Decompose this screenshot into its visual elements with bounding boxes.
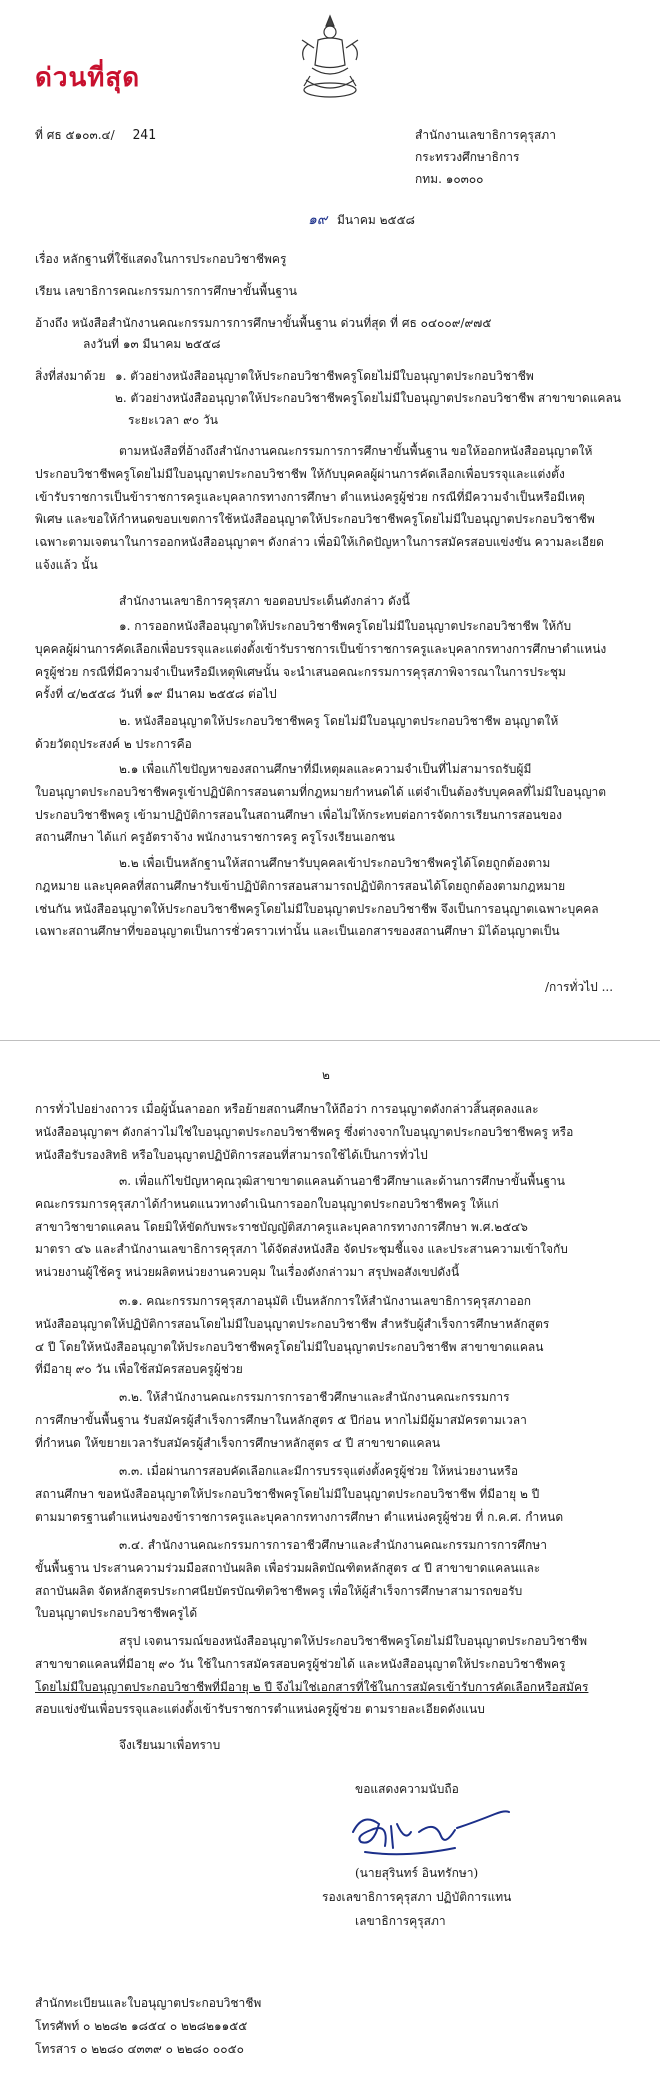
text-line: พิเศษ และขอให้กำหนดขอบเขตการใช้หนังสืออนุญาตให้ประกอบวิชาชีพครูโดยไม่มีใบอนุญาตประกอบวิชาชีพ	[35, 512, 595, 527]
text-line-underlined: โดยไม่มีใบอนุญาตประกอบวิชาชีพที่มีอายุ ๒ ปี จึงไม่ใช่เอกสารที่ใช้ในการสมัครเข้ารับการคัดเลือกหรือสมัคร	[35, 1679, 589, 1694]
paragraph-reference	[35, 440, 629, 577]
urgency-stamp: ด่วนที่สุด	[35, 63, 141, 93]
text-line: ครูผู้ช่วย กรณีที่มีความจำเป็นหรือมีเหตุพิเศษนั้น จะนำเสนอคณะกรรมการคุรุสภาพิจารณาในการประชุม	[35, 664, 566, 679]
text-line: ตามมาตรฐานตำแหน่งของข้าราชการครูและบุคลากรทางการศึกษา ตำแหน่งครูผู้ช่วย ที่ ก.ค.ศ. กำหนด	[35, 1509, 564, 1524]
closing-salutation: ขอแสดงความนับถือ	[355, 1782, 459, 1796]
text-line: บุคคลผู้ผ่านการคัดเลือกเพื่อบรรจุและแต่งตั้งเข้ารับราชการเป็นข้าราชการครูและบุคลากรทางการศึกษาตำแหน่ง	[35, 641, 607, 656]
text-line: ๓.๑. คณะกรรมการคุรุสภาอนุมัติ เป็นหลักการให้สำนักงานเลขาธิการคุรุสภาออก	[119, 1294, 532, 1308]
text-line: ใบอนุญาตประกอบวิชาชีพครูได้	[35, 1606, 198, 1621]
continued-note: /การทั่วไป ...	[545, 980, 614, 994]
text-line: มาตรา ๔๖ และสำนักงานเลขาธิการคุรุสภา ได้จัดส่งหนังสือ จัดประชุมชี้แจง และประสานความเข้าใจกับ	[35, 1242, 568, 1257]
sender-address-line-1: สำนักงานเลขาธิการคุรุสภา	[415, 128, 556, 142]
fax-number: โทรสาร ๐ ๒๒๘๐ ๔๓๓๙ ๐ ๒๒๘๐ ๐๐๕๐	[35, 2042, 244, 2056]
text-line: ตามหนังสือที่อ้างถึงสำนักงานคณะกรรมการการศึกษาขั้นพื้นฐาน ขอให้ออกหนังสืออนุญาตให้	[119, 444, 593, 458]
enclosure-item-2-cont: ระยะเวลา ๙๐ วัน	[128, 413, 218, 427]
reference-line-2: ลงวันที่ ๑๓ มีนาคม ๒๕๕๘	[83, 337, 221, 351]
text-line: หนังสือรับรองสิทธิ หรือใบอนุญาตปฏิบัติการสอนที่สามารถใช้ได้เป็นการทั่วไป	[35, 1147, 428, 1162]
phone-number: โทรศัพท์ ๐ ๒๒๘๒ ๑๘๕๔ ๐ ๒๒๘๒๑๑๕๕	[35, 2019, 248, 2033]
paragraph-point-1	[35, 615, 629, 706]
text-line: ขั้นพื้นฐาน ประสานความร่วมมือสถาบันผลิต เพื่อร่วมผลิตบัณฑิตหลักสูตร ๔ ปี สาขาขาดแคลนและ	[35, 1560, 541, 1575]
sender-address-line-2: กระทรวงศึกษาธิการ	[415, 150, 520, 164]
text-line: เข้ารับราชการเป็นข้าราชการครูและบุคลากรทางการศึกษา ตำแหน่งครูผู้ช่วย กรณีที่มีความจำเป็นหรือมีเหตุ	[35, 489, 585, 504]
paragraph-continuation	[35, 1098, 629, 1166]
paragraph-point-3-2	[35, 1386, 629, 1454]
text-line: ประกอบวิชาชีพครู เข้ามาปฏิบัติการสอนในสถานศึกษา เพื่อไม่ให้กระทบต่อการจัดการเรียนการสอนของ	[35, 807, 563, 822]
text-line: ๒.๒ เพื่อเป็นหลักฐานให้สถานศึกษารับบุคคลเข้าประกอบวิชาชีพครูได้โดยถูกต้องตาม	[119, 856, 551, 870]
paragraph-point-2-2	[35, 852, 629, 943]
date-month-year: มีนาคม ๒๕๕๘	[336, 213, 415, 227]
signature-icon	[345, 1802, 515, 1862]
text-line: สถาบันผลิต จัดหลักสูตรประกาศนียบัตรบัณฑิตวิชาชีพครู เพื่อให้ผู้สำเร็จการศึกษาสามารถขอรับ	[35, 1583, 523, 1598]
paragraph-summary	[35, 1630, 629, 1721]
paragraph-point-3-4	[35, 1534, 629, 1625]
text-line: ๓. เพื่อแก้ไขปัญหาคุณวุฒิสาขาขาดแคลนด้านอาชีวศึกษาและด้านการศึกษาขั้นพื้นฐาน	[119, 1174, 565, 1188]
text-line: หน่วยงานผู้ใช้ครู หน่วยผลิตหน่วยงานควบคุม ในเรื่องดังกล่าวมา สรุปพอสังเขปดังนี้	[35, 1265, 460, 1280]
text-line: สอบแข่งขันเพื่อบรรจุและแต่งตั้งเข้ารับราชการตำแหน่งครูผู้ช่วย ตามรายละเอียดดังแนบ	[35, 1702, 485, 1717]
text-line: สาขาวิชาขาดแคลน โดยมิให้ขัดกับพระราชบัญญัติสภาครูและบุคลากรทางการศึกษา พ.ศ.๒๕๔๖	[35, 1219, 528, 1234]
text-line: ประกอบวิชาชีพครูโดยไม่มีใบอนุญาตประกอบวิชาชีพ ให้กับบุคคลผู้ผ่านการคัดเลือกเพื่อบรรจุและแต่งตั้ง	[35, 466, 565, 481]
doc-number-prefix: ที่ ศธ ๕๑๐๓.๔/	[35, 128, 115, 142]
text-line: ที่กำหนด ให้ขยายเวลารับสมัครผู้สำเร็จการศึกษาหลักสูตร ๔ ปี สาขาขาดแคลน	[35, 1435, 441, 1450]
sender-address-line-3: กทม. ๑๐๓๐๐	[415, 172, 484, 186]
text-line: ๓.๒. ให้สำนักงานคณะกรรมการการอาชีวศึกษาและสำนักงานคณะกรรมการ	[119, 1390, 510, 1404]
text-line: ใบอนุญาตประกอบวิชาชีพครูเข้าปฏิบัติการสอนตามที่กฎหมายกำหนดได้ แต่จำเป็นต้องรับบุคคลที่ไม่มีใบอนุญาต	[35, 784, 607, 799]
enclosure-item-2: ๒. ตัวอย่างหนังสืออนุญาตให้ประกอบวิชาชีพครูโดยไม่มีใบอนุญาตประกอบวิชาชีพ สาขาขาดแคลน	[115, 391, 622, 405]
text-line: เฉพาะสถานศึกษาที่ขออนุญาตเป็นการชั่วคราวเท่านั้น และเป็นเอกสารของสถานศึกษา มิได้อนุญาตเป็น	[35, 924, 560, 939]
text-line: สถานศึกษา ขอหนังสืออนุญาตให้ประกอบวิชาชีพครูโดยไม่มีใบอนุญาตประกอบวิชาชีพ ที่มีอายุ ๒ ปี	[35, 1486, 540, 1501]
enclosures-label: สิ่งที่ส่งมาด้วย	[35, 369, 106, 383]
text-line: ครั้งที่ ๔/๒๕๕๘ วันที่ ๑๙ มีนาคม ๒๕๕๘ ต่อไป	[35, 687, 277, 702]
doc-number-handwritten: 241	[132, 128, 156, 143]
text-line: การศึกษาขั้นพื้นฐาน รับสมัครผู้สำเร็จการศึกษาในหลักสูตร ๕ ปีก่อน หากไม่มีผู้มาสมัครตามเวลา	[35, 1412, 527, 1427]
signer-title-line-1: รองเลขาธิการคุรุสภา ปฏิบัติการแทน	[322, 1890, 512, 1904]
text-line: คณะกรรมการคุรุสภาได้กำหนดแนวทางดำเนินการออกใบอนุญาตประกอบวิชาชีพครู ให้แก่	[35, 1196, 499, 1211]
page-number: ๒	[322, 1068, 330, 1082]
text-line: การทั่วไปอย่างถาวร เมื่อผู้นั้นลาออก หรือย้ายสถานศึกษาให้ถือว่า การอนุญาตดังกล่าวสิ้นสุดลงและ	[35, 1102, 539, 1116]
text-line: ๓.๓. เมื่อผ่านการสอบคัดเลือกและมีการบรรจุแต่งตั้งครูผู้ช่วย ให้หน่วยงานหรือ	[119, 1464, 519, 1478]
text-line: หนังสืออนุญาตให้ปฏิบัติการสอนโดยไม่มีใบอนุญาตประกอบวิชาชีพ สำหรับผู้สำเร็จการศึกษาหลักสูตร	[35, 1316, 550, 1331]
issuing-office: สำนักทะเบียนและใบอนุญาตประกอบวิชาชีพ	[35, 1996, 262, 2010]
doc-number	[35, 128, 156, 144]
text-line: ด้วยวัตถุประสงค์ ๒ ประการคือ	[35, 736, 192, 751]
recipient: เรียน เลขาธิการคณะกรรมการการศึกษาขั้นพื้นฐาน	[35, 284, 297, 298]
text-line: สรุป เจตนารมณ์ของหนังสืออนุญาตให้ประกอบวิชาชีพครูโดยไม่มีใบอนุญาตประกอบวิชาชีพ	[119, 1634, 588, 1648]
text-line: เฉพาะตามเจตนาในการออกหนังสืออนุญาตฯ ดังกล่าว เพื่อมิให้เกิดปัญหาในการสมัครสอบแข่งขัน ความละเอียด	[35, 535, 604, 550]
text-line: ที่มีอายุ ๙๐ วัน เพื่อใช้สมัครสอบครูผู้ช่วย	[35, 1362, 243, 1377]
closing-request: จึงเรียนมาเพื่อทราบ	[119, 1738, 221, 1752]
paragraph-point-3	[35, 1170, 629, 1284]
page-divider	[0, 1040, 660, 1041]
paragraph-point-3-1	[35, 1290, 629, 1381]
subject: เรื่อง หลักฐานที่ใช้แสดงในการประกอบวิชาชีพครู	[35, 252, 287, 266]
text-line: ๒.๑ เพื่อแก้ไขปัญหาของสถานศึกษาที่มีเหตุผลและความจำเป็นที่ไม่สามารถรับผู้มี	[119, 762, 532, 776]
kurusapha-emblem-icon	[290, 10, 370, 105]
text-line: สาขาขาดแคลนที่มีอายุ ๙๐ วัน ใช้ในการสมัครสอบครูผู้ช่วยได้ และหนังสืออนุญาตให้ประกอบวิชาชีพครู	[35, 1656, 566, 1671]
text-line: ๑. การออกหนังสืออนุญาตให้ประกอบวิชาชีพครูโดยไม่มีใบอนุญาตประกอบวิชาชีพ ให้กับ	[119, 619, 572, 633]
paragraph-point-2	[35, 710, 629, 756]
text-line: ๒. หนังสืออนุญาตให้ประกอบวิชาชีพครู โดยไม่มีใบอนุญาตประกอบวิชาชีพ อนุญาตให้	[119, 714, 559, 728]
text-line: กฎหมาย และบุคคลที่สถานศึกษารับเข้าปฏิบัติการสอนสามารถปฏิบัติการสอนได้โดยถูกต้องตามกฎหมาย	[35, 878, 566, 893]
text-line: ๔ ปี โดยให้หนังสืออนุญาตให้ประกอบวิชาชีพครูโดยไม่มีใบอนุญาตประกอบวิชาชีพ สาขาขาดแคลน	[35, 1339, 544, 1354]
paragraph-response-intro: สำนักงานเลขาธิการคุรุสภา ขอตอบประเด็นดังกล่าว ดังนี้	[119, 594, 410, 608]
text-line: สถานศึกษา ได้แก่ ครูอัตราจ้าง พนักงานราชการครู ครูโรงเรียนเอกชน	[35, 830, 395, 845]
reference-line-1: อ้างถึง หนังสือสำนักงานคณะกรรมการการศึกษาขั้นพื้นฐาน ด่วนที่สุด ที่ ศธ ๐๔๐๐๙/๙๗๕	[35, 316, 492, 330]
paragraph-point-3-3	[35, 1460, 629, 1528]
signer-title-line-2: เลขาธิการคุรุสภา	[355, 1914, 446, 1928]
date-day-handwritten: ๑๙	[308, 212, 328, 228]
letter-date	[308, 212, 415, 230]
paragraph-point-2-1	[35, 758, 629, 849]
text-line: แจ้งแล้ว นั้น	[35, 557, 98, 572]
enclosure-item-1: ๑. ตัวอย่างหนังสืออนุญาตให้ประกอบวิชาชีพครูโดยไม่มีใบอนุญาตประกอบวิชาชีพ	[115, 369, 534, 383]
text-line: ๓.๔. สำนักงานคณะกรรมการการอาชีวศึกษาและสำนักงานคณะกรรมการการศึกษา	[119, 1538, 547, 1552]
text-line: เช่นกัน หนังสืออนุญาตให้ประกอบวิชาชีพครูโดยไม่มีใบอนุญาตประกอบวิชาชีพ จึงเป็นการอนุญาตเฉพาะบุคคล	[35, 901, 599, 916]
text-line: หนังสืออนุญาตฯ ดังกล่าวไม่ใช่ใบอนุญาตประกอบวิชาชีพครู ซึ่งต่างจากใบอนุญาตประกอบวิชาชีพครู หรือ	[35, 1124, 574, 1139]
signer-name: (นายสุรินทร์ อินทรักษา)	[355, 1866, 479, 1880]
